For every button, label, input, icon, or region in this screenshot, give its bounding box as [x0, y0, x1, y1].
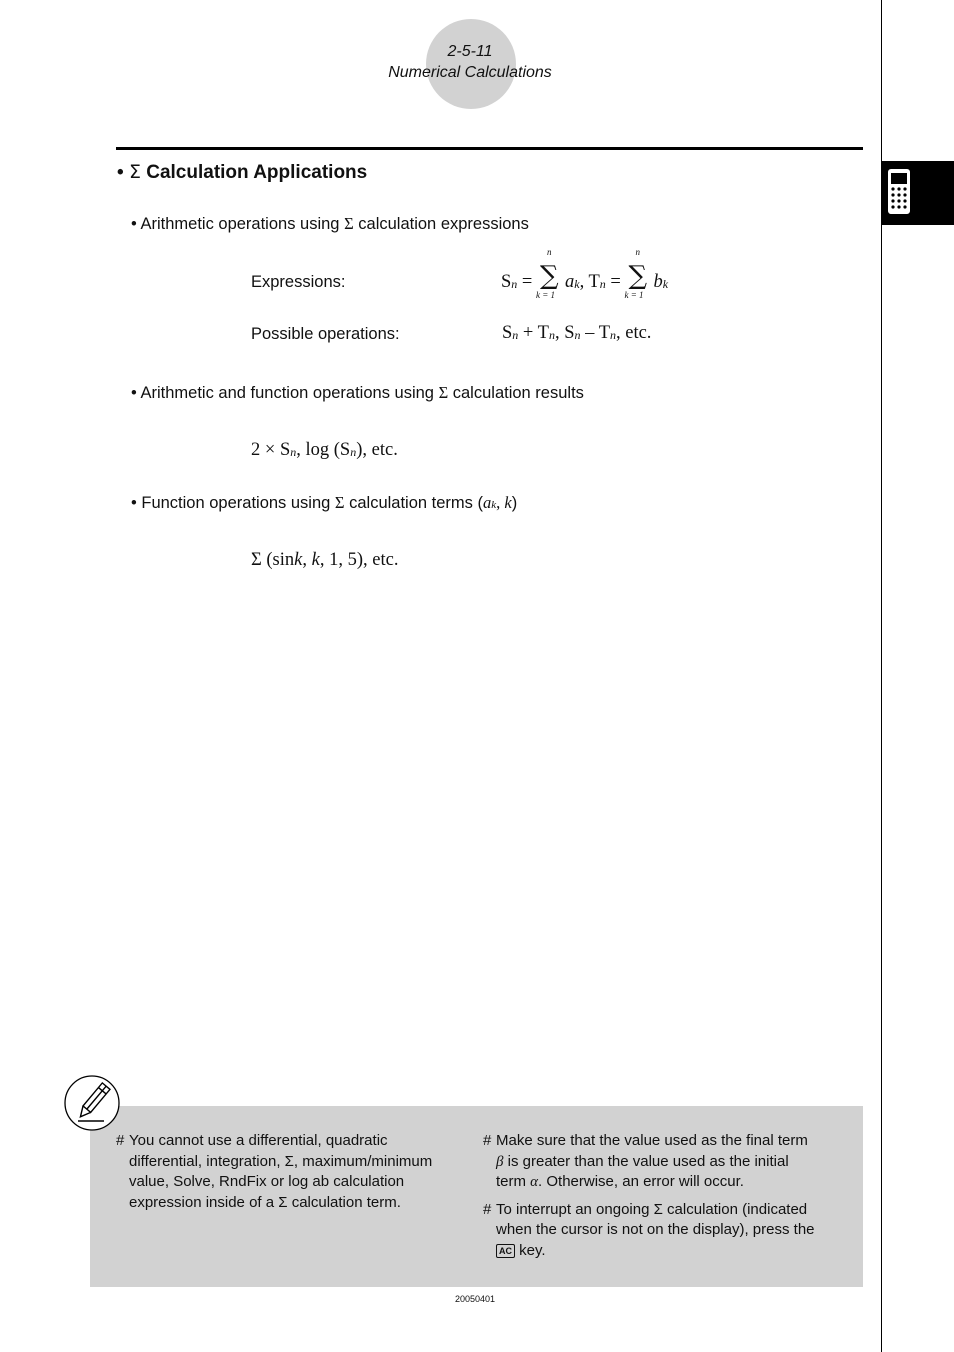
summation-sign: n ∑ k = 1 — [535, 247, 559, 300]
section-sigma: Σ — [128, 161, 141, 183]
operations-label: Possible operations: — [251, 325, 400, 343]
section-bullet: • — [117, 162, 124, 183]
bullet: • — [131, 215, 137, 233]
pencil-note-icon — [64, 1075, 120, 1131]
bullet: • — [131, 494, 137, 512]
sigma-symbol: Σ — [334, 493, 345, 512]
operations-formula: Sn + Tn, Sn – Tn, etc. — [502, 323, 652, 343]
ac-key-icon: AC — [496, 1244, 515, 1258]
list-item — [131, 383, 584, 403]
summation-sign: n ∑ k = 1 — [624, 247, 648, 300]
bullet: • — [131, 384, 137, 402]
results-example: 2 × Sn, log (Sn), etc. — [251, 440, 398, 460]
expressions-label: Expressions: — [251, 273, 346, 291]
chapter-tab[interactable] — [882, 161, 954, 225]
item-text: Arithmetic and function operations using — [140, 384, 439, 402]
section-rule — [116, 147, 863, 150]
note-interrupt: # To interrupt an ongoing Σ calculation (indicated when the cursor is not on the display), press the AC key. — [483, 1200, 815, 1259]
calculator-icon — [882, 161, 954, 225]
item-text: Arithmetic operations using — [140, 215, 345, 233]
sigma-symbol: Σ — [438, 383, 449, 402]
item-text: calculation terms ( — [344, 494, 483, 512]
list-item: • Function operations using Σ calculation terms (ak, k) — [131, 493, 518, 512]
note-left: # You cannot use a differential, quadratic differential, integration, Σ, maximum/minimum value, Solve, RndFix or log ab calculation expression inside of a Σ calculation term. — [116, 1132, 433, 1211]
list-item — [131, 214, 529, 234]
section-title-text: Calculation Applications — [146, 162, 368, 183]
terms-example: Σ (sink, k, 1, 5), etc. — [251, 550, 399, 570]
page-number: 2-5-11 — [447, 43, 493, 60]
section-heading — [117, 161, 367, 184]
item-text: calculation expressions — [353, 215, 529, 233]
expressions-formula: Sn = n ∑ k = 1 ak, Tn = n ∑ k = 1 bk — [501, 247, 669, 300]
note-final-term: # Make sure that the value used as the final term β is greater than the value used as the initial term α. Otherwise, an error will occur. — [483, 1132, 808, 1190]
sigma-symbol: Σ — [344, 214, 354, 233]
item-text: Function operations using — [141, 494, 335, 512]
chapter-title: Numerical Calculations — [388, 64, 552, 81]
footer-code: 20050401 — [454, 1294, 496, 1304]
note-right — [483, 1131, 853, 1261]
item-text: calculation results — [448, 384, 584, 402]
